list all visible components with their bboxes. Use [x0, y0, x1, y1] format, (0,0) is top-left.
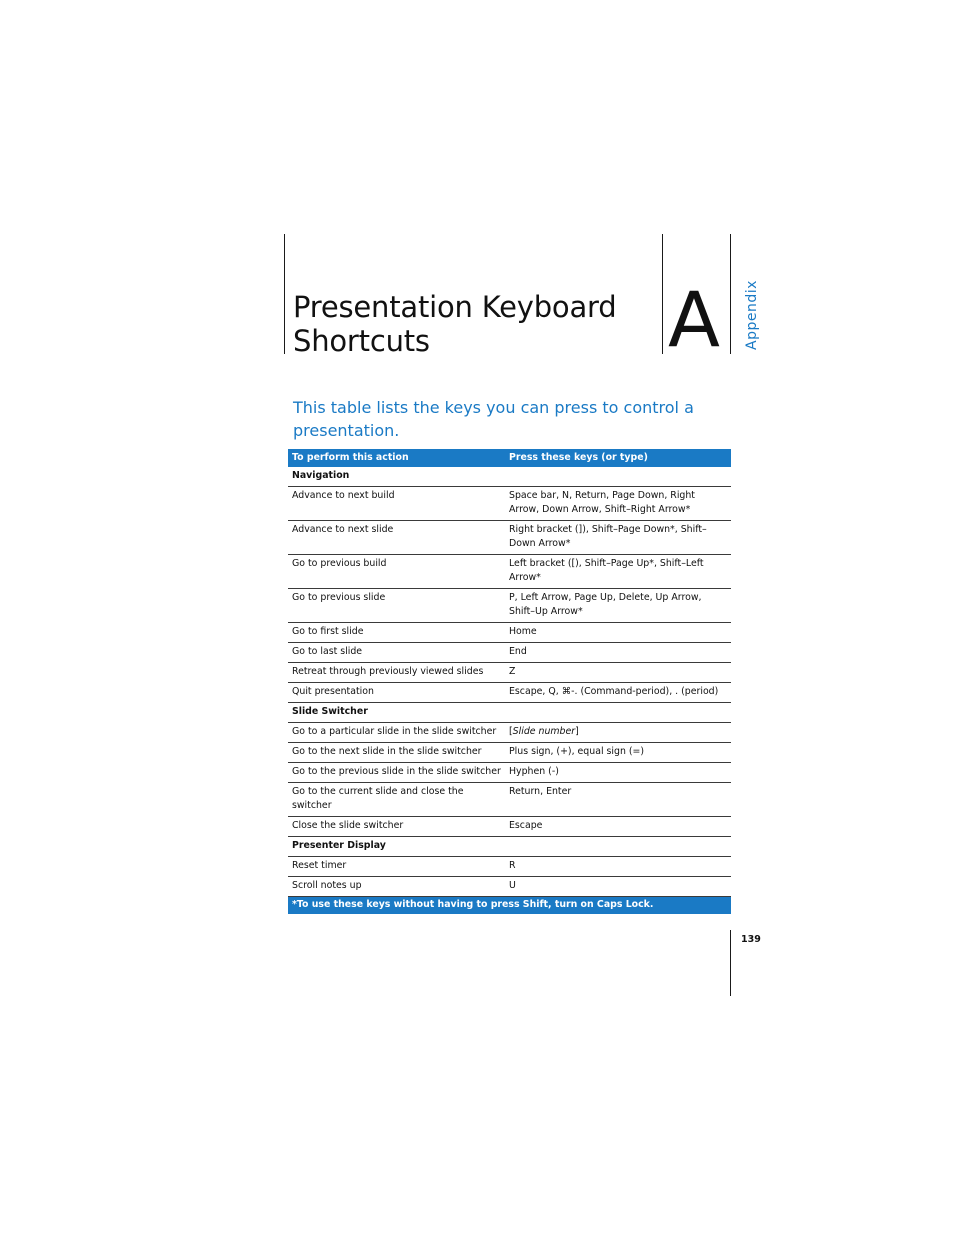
action-cell: Scroll notes up	[288, 877, 505, 897]
table-section-row	[288, 703, 731, 723]
keys-cell: Left bracket ([), Shift–Page Up*, Shift–Left Arrow*	[505, 555, 731, 589]
section-label: Slide Switcher	[288, 703, 505, 723]
table-row	[288, 683, 731, 703]
table-row	[288, 623, 731, 643]
keys-cell: Return, Enter	[505, 783, 731, 817]
table-row	[288, 763, 731, 783]
action-cell: Go to first slide	[288, 623, 505, 643]
action-cell: Retreat through previously viewed slides	[288, 663, 505, 683]
shortcuts-table	[288, 449, 731, 914]
table-header-row	[288, 449, 731, 467]
header-keys: Press these keys (or type)	[505, 449, 731, 467]
letter-right-rule	[730, 234, 731, 354]
chapter-title	[293, 290, 653, 358]
table-row	[288, 589, 731, 623]
keys-cell: R	[505, 857, 731, 877]
chapter-title-line2: Shortcuts	[293, 324, 430, 358]
table-row	[288, 857, 731, 877]
table-row	[288, 555, 731, 589]
chapter-title-line1: Presentation Keyboard	[293, 290, 617, 324]
keys-cell: Right bracket (]), Shift–Page Down*, Shift–Down Arrow*	[505, 521, 731, 555]
keys-cell: End	[505, 643, 731, 663]
table-section-row	[288, 837, 731, 857]
footnote: *To use these keys without having to press Shift, turn on Caps Lock.	[288, 897, 731, 915]
keys-placeholder: Slide number	[512, 726, 576, 737]
keys-prefix: [	[509, 726, 513, 737]
appendix-side-label: Appendix	[744, 280, 760, 350]
section-label: Presenter Display	[288, 837, 505, 857]
keys-cell	[505, 703, 731, 723]
keys-cell: Z	[505, 663, 731, 683]
table-row	[288, 877, 731, 897]
table-row	[288, 643, 731, 663]
keys-cell: Plus sign, (+), equal sign (=)	[505, 743, 731, 763]
keys-cell	[505, 467, 731, 487]
letter-left-rule	[662, 234, 663, 354]
action-cell: Go to the next slide in the slide switcher	[288, 743, 505, 763]
action-cell: Advance to next slide	[288, 521, 505, 555]
action-cell: Close the slide switcher	[288, 817, 505, 837]
table-section-row	[288, 467, 731, 487]
title-left-rule	[284, 234, 285, 354]
action-cell: Go to the previous slide in the slide switcher	[288, 763, 505, 783]
action-cell: Go to previous build	[288, 555, 505, 589]
table-row	[288, 783, 731, 817]
keys-cell: Escape, Q, ⌘-. (Command-period), . (period)	[505, 683, 731, 703]
keys-cell: Space bar, N, Return, Page Down, Right Arrow, Down Arrow, Shift–Right Arrow*	[505, 487, 731, 521]
table-row	[288, 521, 731, 555]
section-label: Navigation	[288, 467, 505, 487]
action-cell: Reset timer	[288, 857, 505, 877]
keys-cell: Hyphen (-)	[505, 763, 731, 783]
action-cell: Go to a particular slide in the slide switcher	[288, 723, 505, 743]
table-row	[288, 663, 731, 683]
keys-suffix: ]	[575, 726, 579, 737]
page-number-rule	[730, 930, 731, 996]
table-row	[288, 743, 731, 763]
keys-cell	[505, 723, 731, 743]
keys-cell: Home	[505, 623, 731, 643]
table-footnote-row	[288, 897, 731, 915]
keys-cell: U	[505, 877, 731, 897]
table-row	[288, 723, 731, 743]
appendix-letter: A	[668, 275, 720, 364]
action-cell: Go to previous slide	[288, 589, 505, 623]
keys-cell: Escape	[505, 817, 731, 837]
keys-cell	[505, 837, 731, 857]
table-row	[288, 487, 731, 521]
intro-text: This table lists the keys you can press to control a presentation.	[293, 398, 694, 440]
keys-cell: P, Left Arrow, Page Up, Delete, Up Arrow, Shift–Up Arrow*	[505, 589, 731, 623]
header-action: To perform this action	[288, 449, 505, 467]
action-cell: Go to last slide	[288, 643, 505, 663]
action-cell: Go to the current slide and close the switcher	[288, 783, 505, 817]
action-cell: Advance to next build	[288, 487, 505, 521]
table-row	[288, 817, 731, 837]
action-cell: Quit presentation	[288, 683, 505, 703]
page-number: 139	[741, 934, 761, 945]
table-body	[288, 467, 731, 914]
